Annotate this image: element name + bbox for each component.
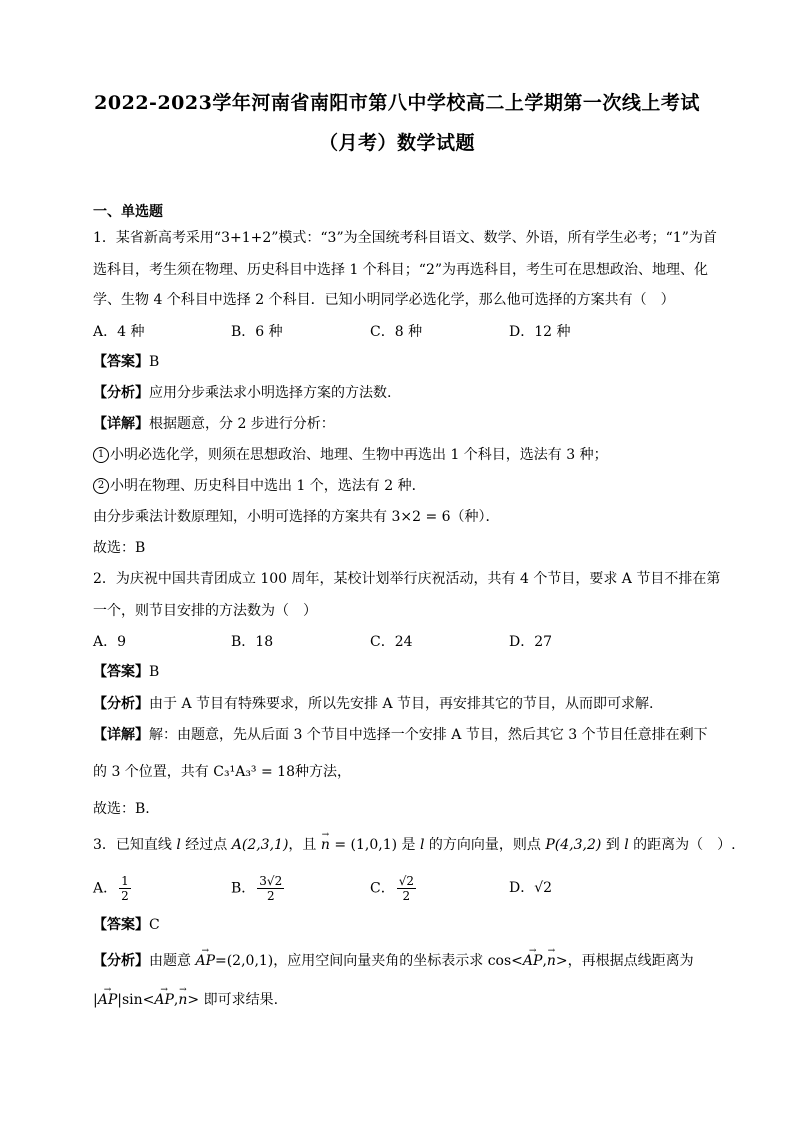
analysis-tag: 【分析】 <box>93 953 149 969</box>
q1-answer <box>93 352 159 372</box>
line-l: l <box>624 837 629 853</box>
combination-formula: C₃¹A₃³ = 18 <box>213 764 295 780</box>
q2-final: 故选：B. <box>93 801 150 817</box>
denominator: 2 <box>121 889 129 903</box>
q2-line1: 2．为庆祝中国共青团成立 100 周年，某校计划举行庆祝活动，共有 4 个节目，要求 A 节目不排在第 <box>93 571 721 587</box>
analysis-text: 由题意 <box>149 953 196 969</box>
numerator: 1 <box>121 874 129 888</box>
q1-analysis <box>93 383 391 403</box>
point-a: A(2,3,1) <box>231 837 289 853</box>
q1-line3: 学、生物 4 个科目中选择 2 个科目．已知小明同学必选化学，那么他可选择的方案共有（ ） <box>93 292 675 308</box>
option-label: A． <box>93 880 118 897</box>
detail-text: 种方法， <box>294 764 351 780</box>
analysis-text: | <box>93 992 98 1008</box>
q3-option-a <box>93 874 133 903</box>
circled-number: 1 <box>93 447 109 463</box>
analysis-text: >，再根据点线距离为 <box>555 953 694 969</box>
denominator: 2 <box>266 889 275 903</box>
q1-line2: 选科目，考生须在物理、历史科目中选择 1 个科目；“2”为再选科目，考生可在思想政治、地理、化 <box>93 262 709 278</box>
vector-ap: → AP <box>195 951 215 971</box>
q3-text: ，且 <box>288 837 321 853</box>
q2-answer <box>93 662 159 682</box>
q3-text: 的距离为（ ）. <box>628 837 736 853</box>
vector-ap: → AP <box>523 951 543 971</box>
detail-tag: 【详解】 <box>93 416 149 432</box>
q1-step2 <box>93 476 426 496</box>
analysis-text: , <box>542 953 547 969</box>
analysis-text: > 即可求结果. <box>187 992 279 1008</box>
analysis-tag: 【分析】 <box>93 385 149 401</box>
q1-line1: 1．某省新高考采用“3+1+2”模式：“3”为全国统考科目语文、数学、外语，所有学生必考；“1”为首 <box>93 230 717 246</box>
answer-value: B <box>149 664 160 680</box>
q1-conclusion: 由分步乘法计数原理知，小明可选择的方案共有 3×2 = 6（种）． <box>93 509 500 525</box>
q1-option-b: B．6 种 <box>231 324 283 340</box>
q2-detail-line2 <box>93 762 351 782</box>
line-l: l <box>419 837 425 853</box>
document-title-line2: （月考）数学试题 <box>318 132 475 154</box>
fraction <box>119 874 131 903</box>
q3-text: 3．已知直线 <box>93 837 177 853</box>
q3-line1 <box>93 835 736 855</box>
q2-option-d: D．27 <box>509 634 553 650</box>
analysis-text: , <box>173 992 179 1008</box>
q1-option-d: D．12 种 <box>509 324 571 340</box>
document-title-line1: 2022-2023学年河南省南阳市第八中学校高二上学期第一次线上考试 <box>94 92 700 114</box>
q3-option-d: D．√2 <box>509 880 553 896</box>
analysis-text: =(2,0,1)，应用空间向量夹角的坐标表示求 cos< <box>214 953 523 969</box>
q3-text: 到 <box>601 837 625 853</box>
q3-text: 经过点 <box>180 837 232 853</box>
circled-number: 2 <box>93 478 109 494</box>
q2-line2: 一个，则节目安排的方法数为（ ） <box>93 603 317 619</box>
analysis-text: 由于 A 节目有特殊要求，所以先安排 A 节目，再安排其它的节目，从而即可求解. <box>149 696 654 712</box>
detail-text: 解：由题意，先从后面 3 个节目中选择一个安排 A 节目，然后其它 3 个节目任意排在剩下 <box>149 727 708 743</box>
vector-n: → n <box>178 990 187 1010</box>
q1-option-c: C．8 种 <box>370 324 423 340</box>
numerator: √2 <box>398 874 414 888</box>
q3-analysis <box>93 951 694 971</box>
q3-analysis-line2 <box>93 990 278 1010</box>
detail-tag: 【详解】 <box>93 727 149 743</box>
detail-text: 的 3 个位置，共有 <box>93 764 214 780</box>
answer-value: C <box>149 917 160 933</box>
analysis-tag: 【分析】 <box>93 696 149 712</box>
q2-detail <box>93 725 708 745</box>
detail-text: 根据题意，分 2 步进行分析： <box>149 416 335 432</box>
option-label: C． <box>370 880 395 897</box>
numerator: 3√2 <box>259 874 283 888</box>
vector-n: → n <box>321 835 330 855</box>
q2-option-a: A．9 <box>93 634 127 650</box>
q3-option-c <box>370 874 418 903</box>
fraction <box>397 874 416 903</box>
q1-detail <box>93 414 335 434</box>
vector-ap: → AP <box>154 990 174 1010</box>
answer-tag: 【答案】 <box>93 354 149 370</box>
answer-value: B <box>149 354 160 370</box>
option-label: B． <box>231 880 256 897</box>
q2-analysis <box>93 694 653 714</box>
q1-option-a: A．4 种 <box>93 324 145 340</box>
q1-step1 <box>93 445 608 465</box>
vector-n: → n <box>547 951 556 971</box>
analysis-text: 应用分步乘法求小明选择方案的方法数. <box>149 385 392 401</box>
q3-text: = (1,0,1) 是 <box>329 837 420 853</box>
q2-option-b: B．18 <box>231 634 274 650</box>
line-l: l <box>176 837 181 853</box>
vector-ap: → AP <box>98 990 118 1010</box>
step-text: 小明在物理、历史科目中选出 1 个，选法有 2 种． <box>110 478 426 494</box>
section-heading: 一、单选题 <box>93 204 163 220</box>
point-p: P(4,3,2) <box>545 837 602 853</box>
q1-final: 故选：B <box>93 540 146 556</box>
fraction <box>257 874 284 903</box>
step-text: 小明必选化学，则须在思想政治、地理、生物中再选出 1 个科目，选法有 3 种； <box>110 447 608 463</box>
answer-tag: 【答案】 <box>93 917 149 933</box>
answer-tag: 【答案】 <box>93 664 149 680</box>
q3-option-b <box>231 874 286 903</box>
q2-option-c: C．24 <box>370 634 413 650</box>
analysis-text: |sin< <box>117 992 155 1008</box>
q3-answer <box>93 915 160 935</box>
denominator: 2 <box>402 889 411 903</box>
q3-text: 的方向向量，则点 <box>424 837 546 853</box>
